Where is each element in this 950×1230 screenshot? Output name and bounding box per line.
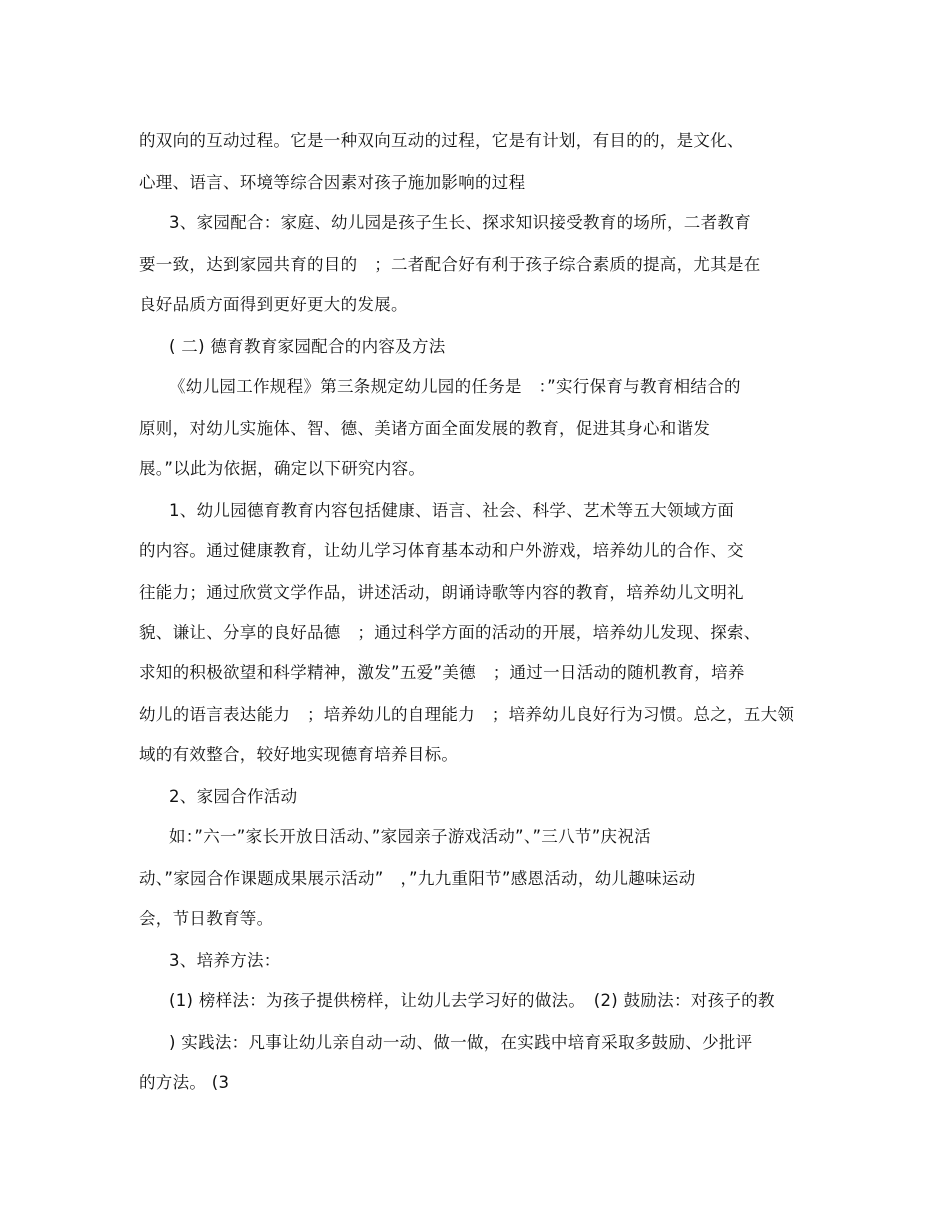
text-line: 幼儿的语言表达能力 ；培养幼儿的自理能力 ；培养幼儿良好行为习惯。总之，五大领 (139, 705, 795, 724)
text-line: 会，节日教育等。 (139, 909, 274, 928)
text-line: 的方法。 (3 (139, 1073, 230, 1092)
text-line: 《幼儿园工作规程》第三条规定幼儿园的任务是 ：”实行保育与教育相结合的 (169, 377, 741, 396)
text-line: 的内容。通过健康教育，让幼儿学习体育基本动和户外游戏，培养幼儿的合作、交 (139, 541, 744, 560)
text-line: 良好品质方面得到更好更大的发展。 (139, 295, 408, 314)
text-line: 要一致，达到家园共育的目的 ；二者配合好有利于孩子综合素质的提高，尤其是在 (139, 255, 761, 274)
text-line: 1、幼儿园德育教育内容包括健康、语言、社会、科学、艺术等五大领域方面 (169, 501, 735, 520)
text-line: 3、培养方法： (169, 951, 281, 970)
text-line: 的双向的互动过程。它是一种双向互动的过程，它是有计划，有目的的，是文化、 (139, 131, 744, 150)
text-line: 貌、谦让、分享的良好品德 ；通过科学方面的活动的开展，培养幼儿发现、探索、 (139, 623, 761, 642)
text-line: 如：”六一”家长开放日活动、”家园亲子游戏活动”、”三八节”庆祝活 (169, 827, 651, 846)
text-line: ) 实践法：凡事让幼儿亲自动一动、做一做，在实践中培育采取多鼓励、少批评 (169, 1033, 753, 1052)
section-heading: ( 二) 德育教育家园配合的内容及方法 (169, 337, 446, 356)
text-line: 心理、语言、环境等综合因素对孩子施加影响的过程 (139, 173, 526, 192)
text-line: 动、”家园合作课题成果展示活动” ，”九九重阳节”感恩活动，幼儿趣味运动 (139, 869, 696, 888)
text-line: (1) 榜样法：为孩子提供榜样，让幼儿去学习好的做法。 (2) 鼓励法：对孩子的教 (169, 991, 775, 1010)
text-line: 2、家园合作活动 (169, 787, 298, 806)
text-line: 往能力；通过欣赏文学作品，讲述活动，朗诵诗歌等内容的教育，培养幼儿文明礼 (139, 583, 744, 602)
text-line: 3、家园配合：家庭、幼儿园是孩子生长、探求知识接受教育的场所，二者教育 (169, 213, 751, 232)
text-line: 展。”以此为依据，确定以下研究内容。 (139, 459, 426, 478)
text-line: 原则，对幼儿实施体、智、德、美诸方面全面发展的教育，促进其身心和谐发 (139, 419, 711, 438)
text-line: 求知的积极欲望和科学精神，激发”五爱”美德 ；通过一日活动的随机教育，培养 (139, 663, 745, 682)
text-line: 域的有效整合，较好地实现德育培养目标。 (139, 745, 459, 764)
